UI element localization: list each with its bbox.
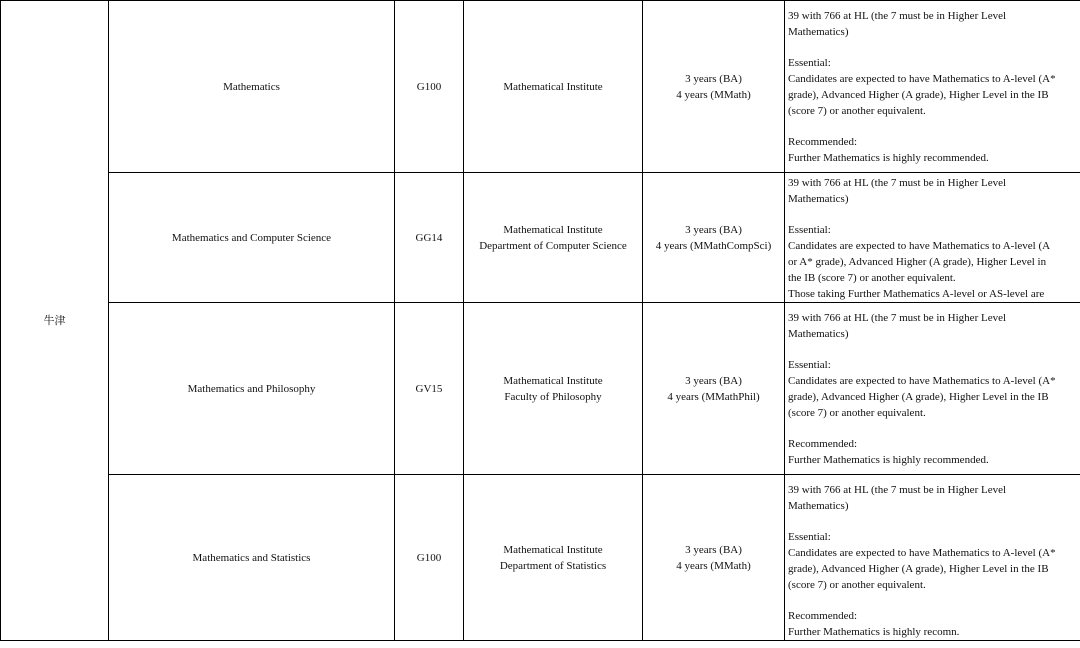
department-line: Mathematical Institute <box>503 543 603 556</box>
department-cell <box>464 303 643 475</box>
requirement-line: Mathematics) <box>788 500 849 512</box>
duration-line: 4 years (MMath) <box>676 88 751 101</box>
table-row <box>1 173 1080 303</box>
requirement-spacer <box>788 514 1076 529</box>
requirement-line: Essential: <box>788 224 831 236</box>
requirement-line: Those taking Further Mathematics A-level or AS-level are <box>788 288 1045 300</box>
requirement-line: Mathematics) <box>788 193 849 205</box>
requirement-spacer <box>788 593 1076 608</box>
duration-line: 3 years (BA) <box>685 543 742 556</box>
department-line: Department of Computer Science <box>479 239 627 252</box>
requirements-cell <box>785 173 1080 303</box>
requirement-line: 39 with 766 at HL (the 7 must be in Higher Level <box>788 312 1007 324</box>
requirement-line: Mathematics) <box>788 26 849 38</box>
requirement-line: Recommended: <box>788 438 858 450</box>
duration-cell <box>643 475 785 641</box>
requirement-spacer <box>788 342 1076 357</box>
requirement-line: 39 with 766 at HL (the 7 must be in Higher Level <box>788 484 1007 496</box>
requirement-line: Mathematics) <box>788 328 849 340</box>
duration-cell <box>643 303 785 475</box>
duration-line: 4 years (MMath) <box>676 559 751 572</box>
course-code: G100 <box>395 1 464 173</box>
department-line: Faculty of Philosophy <box>504 390 602 403</box>
table-row <box>1 303 1080 475</box>
requirement-line: grade), Advanced Higher (A grade), Higher Level in the IB <box>788 563 1049 575</box>
course-name: Mathematics and Philosophy <box>109 303 395 475</box>
requirement-line: Further Mathematics is highly recommended. <box>788 454 989 466</box>
requirements-cell <box>785 303 1080 475</box>
department-cell <box>464 1 643 173</box>
course-name: Mathematics <box>109 1 395 173</box>
requirement-spacer <box>788 207 1076 222</box>
department-line: Department of Statistics <box>499 559 607 572</box>
requirement-line: Candidates are expected to have Mathematics to A-level (A* <box>788 547 1056 559</box>
requirement-line: or A* grade), Advanced Higher (A grade), Higher Level in <box>788 256 1047 268</box>
requirement-line: Candidates are expected to have Mathematics to A-level (A* <box>788 73 1056 85</box>
course-code: GG14 <box>395 173 464 303</box>
requirement-line: Essential: <box>788 531 831 543</box>
duration-line: 3 years (BA) <box>685 223 742 236</box>
requirement-line: Candidates are expected to have Mathematics to A-level (A* <box>788 375 1056 387</box>
duration-line: 3 years (BA) <box>685 374 742 387</box>
requirement-line: Candidates are expected to have Mathematics to A-level (A <box>788 240 1051 252</box>
requirement-line: Essential: <box>788 57 831 69</box>
requirements-cell <box>785 475 1080 641</box>
course-name: Mathematics and Computer Science <box>109 173 395 303</box>
duration-line: 4 years (MMathCompSci) <box>655 239 772 252</box>
requirement-line: Recommended: <box>788 610 858 622</box>
requirement-line: 39 with 766 at HL (the 7 must be in Higher Level <box>788 177 1007 189</box>
course-code: GV15 <box>395 303 464 475</box>
course-code: G100 <box>395 475 464 641</box>
table-row <box>1 475 1080 641</box>
requirement-line: the IB (score 7) or another equivalent. <box>788 272 956 284</box>
department-cell <box>464 173 643 303</box>
requirement-line: grade), Advanced Higher (A grade), Higher Level in the IB <box>788 391 1049 403</box>
requirement-line: Essential: <box>788 359 831 371</box>
requirement-line: Further Mathematics is highly recommended. <box>788 152 989 164</box>
duration-line: 4 years (MMathPhil) <box>667 390 760 403</box>
requirement-line: Recommended: <box>788 136 858 148</box>
department-line: Mathematical Institute <box>503 223 603 236</box>
requirements-cell <box>785 1 1080 173</box>
duration-cell <box>643 173 785 303</box>
department-cell <box>464 475 643 641</box>
requirement-spacer <box>788 40 1076 55</box>
department-line: Mathematical Institute <box>503 80 603 93</box>
requirement-line: (score 7) or another equivalent. <box>788 579 926 591</box>
university-cell: 牛津 <box>1 1 109 641</box>
requirement-line: (score 7) or another equivalent. <box>788 407 926 419</box>
duration-cell <box>643 1 785 173</box>
requirement-spacer <box>788 119 1076 134</box>
table-row <box>1 1 1080 173</box>
requirement-line: Further Mathematics is highly recomn. <box>788 626 960 638</box>
course-name: Mathematics and Statistics <box>109 475 395 641</box>
requirement-line: grade), Advanced Higher (A grade), Higher Level in the IB <box>788 89 1049 101</box>
requirement-spacer <box>788 421 1076 436</box>
department-line: Mathematical Institute <box>503 374 603 387</box>
requirement-line: (score 7) or another equivalent. <box>788 105 926 117</box>
requirement-line: 39 with 766 at HL (the 7 must be in Higher Level <box>788 10 1007 22</box>
duration-line: 3 years (BA) <box>685 72 742 85</box>
